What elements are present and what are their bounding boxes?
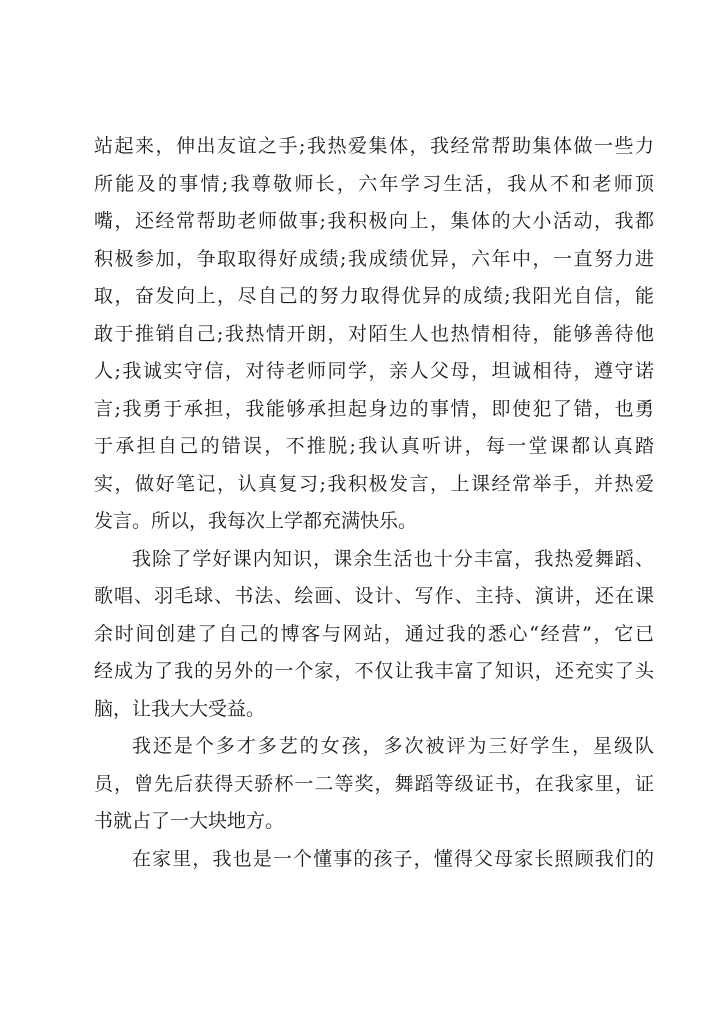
text-line-16: 脑，让我大大受益。 xyxy=(94,697,266,720)
text-line-4: 积极参加，争取取得好成绩;我成绩优异，六年中，一直努力进 xyxy=(94,247,654,270)
text-line-7: 人;我诚实守信，对待老师同学，亲人父母，坦诚相待，遵守诺 xyxy=(94,360,654,382)
text-line-9: 于承担自己的错误，不推脱;我认真听讲，每一堂课都认真踏 xyxy=(94,435,654,457)
text-line-1: 站起来，伸出友谊之手;我热爱集体，我经常帮助集体做一些力 xyxy=(94,135,654,157)
text-line-14: 余时间创建了自己的博客与网站，通过我的悉心“经营”，它已 xyxy=(94,622,654,645)
text-line-12: 我除了学好课内知识，课余生活也十分丰富，我热爱舞蹈、 xyxy=(132,547,654,570)
text-line-13: 歌唱、羽毛球、书法、绘画、设计、写作、主持、演讲，还在课 xyxy=(94,585,654,607)
text-line-18: 员，曾先后获得天骄杯一二等奖，舞蹈等级证书，在我家里，证 xyxy=(94,772,654,795)
text-line-5: 取，奋发向上，尽自己的努力取得优异的成绩;我阳光自信，能 xyxy=(94,285,654,307)
text-line-15: 经成为了我的另外的一个家，不仅让我丰富了知识，还充实了头 xyxy=(94,660,654,682)
text-line-8: 言;我勇于承担，我能够承担起身边的事情，即使犯了错，也勇 xyxy=(94,397,654,420)
text-line-20: 在家里，我也是一个懂事的孩子，懂得父母家长照顾我们的 xyxy=(132,847,654,870)
text-line-10: 实，做好笔记，认真复习;我积极发言，上课经常举手，并热爱 xyxy=(94,472,654,495)
document-body xyxy=(94,128,654,878)
text-line-3: 嘴，还经常帮助老师做事;我积极向上，集体的大小活动，我都 xyxy=(94,210,654,232)
text-line-17: 我还是个多才多艺的女孩，多次被评为三好学生，星级队 xyxy=(132,735,654,757)
text-line-2: 所能及的事情;我尊敬师长，六年学习生活，我从不和老师顶 xyxy=(94,172,654,195)
text-line-11: 发言。所以，我每次上学都充满快乐。 xyxy=(94,510,418,532)
text-line-19: 书就占了一大块地方。 xyxy=(94,810,285,832)
text-line-6: 敢于推销自己;我热情开朗，对陌生人也热情相待，能够善待他 xyxy=(94,322,654,345)
